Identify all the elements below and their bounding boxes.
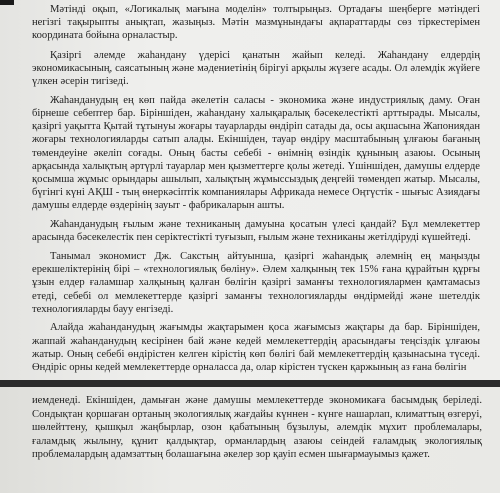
page-separator	[0, 380, 500, 387]
page-corner-mark	[0, 0, 14, 5]
task-instruction-paragraph: Мәтінді оқып, «Логикалық мағына моделін» толтырыңыз. Ортадағы шеңберге мәтіндегі негізгі тақырыпты анықтап, жазыңыз. Мәтін мазмұнындағы ақпараттарды сөз тіркестерімен координата бойына орналастыр.	[32, 4, 480, 42]
document-page-bottom	[0, 387, 500, 493]
economy-paragraph: Жаһанданудың ең көп пайда әкелетін саласы - экономика және индустриялық даму. Оған бірнеше себептер бар. Біріншіден, жаһандану халықаралық бәсекелестікті арттырады. Мысалы, қазіргі уақытта Қытай тұтынуы жоғары тауарларды өндіріп сатады да, осы ақшасына Жапониядан жоғары технологияларды сатып алады. Екіншіден, тауар өндіру масштабының ұлғаюы бағаның төмендеуіне әкеліп соғады. Оның басты себебі - өнімнің өзіндік құнының азаюы. Осының арқасында халықтың әртүрлі тауарлар мен қызметтерге қолы жетеді. Үшіншіден, дамушы елдерде қосымша жұмыс орындары ашылып, халықтың жұмыссыздық деңгейі төмендеп жатыр. Мысалы, бүгінгі күні АҚШ - тың өнеркәсіптік компаниялары Африкада немесе Оңтүстік - шығыс Азиядағы дамушы елдерде өздерінің зауыт - фабрикаларын ашты.	[32, 94, 480, 212]
technological-division-paragraph: Танымал экономист Дж. Сакстың айтуынша, қазіргі жаһандық әлемнің ең маңызды ерекшеліктерінің бірі – «технологиялық бөліну». Әлем халқының тек 15% ғана құрайтын құрғы ұзын елдер ғаламшар халқының қалған бөлігін қазіргі заманғы технологиялармен қамтамасыз етеді, себебі ол мемлекеттерде қазіргі заманғы технологияларды өндірмейді және шетелдік технологияларды бауу енгізеді.	[32, 250, 480, 315]
negative-sides-paragraph: Алайда жаһанданудың жағымды жақтарымен қоса жағымсыз жақтары да бар. Біріншіден, жаппай жаһанданудың кесірінен бай және кедей мемлекеттердің арасындағы теңсіздік ұлғаюы жатыр. Оның себебі өндірістен келген кірістің көп бөлігі бай мемлекеттердің қазынасына түседі. Өндіріс орны кедей мемлекеттерде орналасса да, олар кірістен түскен қаржының аз ғана бөлігін	[32, 322, 480, 374]
ecology-continuation-paragraph: иемденеді. Екіншіден, дамыған және дамушы мемлекеттерде экономикаға басымдық беріледі. Сондықтан қоршаған ортаның экологиялық жағдайы күннен - күнге нашарлап, климаттың өзгеруі, шөлейттену, қышқыл жаңбырлар, озон қабатының бұзылуы, әлемдік мұхит проблемалары, ғаламдық жылыну, құнит қалдықтар, орманлардың азаюы сеіндей ғаламдық экологиялық проблемалардың адамзаттың болашағына әкелер зор қауіп есмен шығармауымыз қажет.	[32, 395, 482, 460]
globalization-intro-paragraph: Қазіргі әлемде жаһандану үдерісі қанатын жайып келеді. Жаһандану елдердің экономикасының, саясатының және мәдениетінің бірігуі арқылы жүзеге асады. Ол әлемдік жүйеге үлкен әсерін тигізеді.	[32, 49, 480, 88]
science-technology-paragraph: Жаһанданудың ғылым және техниканың дамуына қосатын үлесі қандай? Бұл мемлекеттер арасында бәсекелестік пен серіктестікті туғызып, ғылым және техниканы жетілдіруді күшейтеді.	[32, 219, 480, 244]
